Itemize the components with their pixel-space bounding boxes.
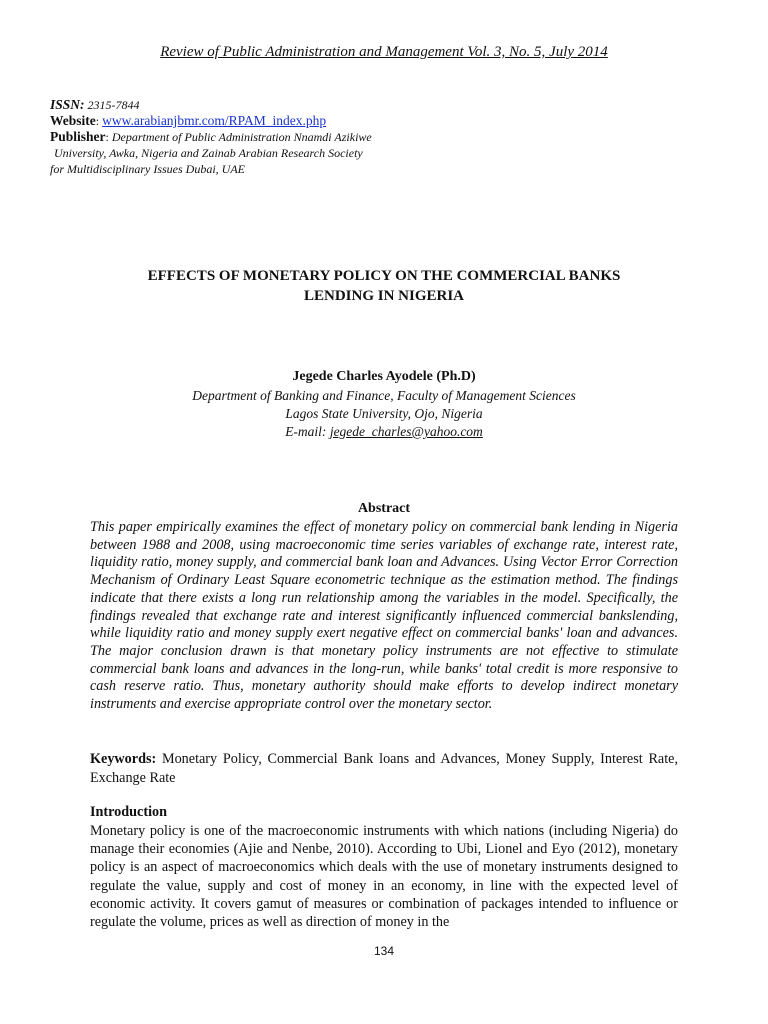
website-separator: : (95, 114, 100, 128)
issn-line (50, 97, 470, 113)
page-number: 134 (373, 944, 395, 958)
publisher-line-3: for Multidisciplinary Issues Dubai, UAE (50, 162, 245, 176)
publisher-line (50, 129, 470, 177)
introduction-text: Monetary policy is one of the macroeconomic instruments with which nations (including Nigeria) do manage their economies (Ajie and Nenbe, 2010). According to Ubi, Lionel and Eyo (2012), monetary policy is an aspect of macroeconomics which deals with the use of monetary instruments designed to regulate the value, supply and cost of money in an economy, in line with the expected level of economic activity. It covers gamut of measures or combination of packages intended to influence or regulate the volume, prices as well as direction of money in the (90, 823, 678, 931)
paper-title-line-2: LENDING IN NIGERIA (303, 288, 465, 304)
paper-title-line-1: EFFECTS OF MONETARY POLICY ON THE COMMERCIAL BANKS (147, 268, 621, 284)
website-link[interactable]: www.arabianjbmr.com/RPAM_index.php (102, 113, 327, 128)
author-block (60, 368, 708, 441)
author-email-link[interactable]: jegede_charles@yahoo.com (329, 424, 483, 439)
issn-label: ISSN: (50, 97, 85, 112)
author-name: Jegede Charles Ayodele (Ph.D) (292, 369, 476, 384)
email-label: E-mail: (285, 424, 327, 439)
website-label: Website (50, 113, 96, 128)
keywords-label: Keywords: (90, 751, 157, 767)
author-email-line (60, 423, 708, 441)
keywords-text: Monetary Policy, Commercial Bank loans and Advances, Money Supply, Interest Rate, Exchange Rate (90, 751, 678, 786)
author-institution: Lagos State University, Ojo, Nigeria (285, 406, 483, 421)
abstract-heading: Abstract (357, 501, 411, 516)
abstract-text: This paper empirically examines the effect of monetary policy on commercial bank lending in Nigeria between 1988 and 2008, using macroeconomic time series variables of exchange rate, interest rate, liquidity ratio, money supply, and commercial bank loan and Advances. Using Vector Error Correction Mechanism of Ordinary Least Square econometric technique as the estimation method. The findings indicate that there exists a long run relationship among the variables in the model. Specifically, the findings revealed that exchange rate and interest significantly influenced commercial bankslending, while liquidity ratio and money supply exert negative effect on commercial banks' loan and advances. The major conclusion drawn is that monetary policy instruments are not effective to stimulate commercial bank loans and advances in the long-run, while banks' total credit is more responsive to cash reserve ratio. Thus, monetary authority should make efforts to develop indirect monetary instruments and exercise appropriate control over the monetary sector. (90, 519, 678, 713)
issn-value: 2315-7844 (87, 98, 140, 112)
journal-header-text: Review of Public Administration and Management Vol. 3, No. 5, July 2014 (160, 44, 608, 60)
publisher-separator: : (105, 130, 109, 144)
publisher-label: Publisher (50, 129, 106, 144)
keywords-paragraph (90, 750, 678, 788)
author-department: Department of Banking and Finance, Faculty of Management Sciences (192, 388, 576, 403)
paper-title (60, 266, 708, 306)
journal-meta-block (50, 97, 470, 177)
publisher-line-1: Department of Public Administration Nnamdi Azikiwe (111, 130, 372, 144)
publisher-line-2: University, Awka, Nigeria and Zainab Arabian Research Society (54, 146, 363, 160)
journal-running-header (0, 44, 768, 61)
website-line (50, 113, 470, 129)
introduction-heading: Introduction (90, 804, 167, 820)
